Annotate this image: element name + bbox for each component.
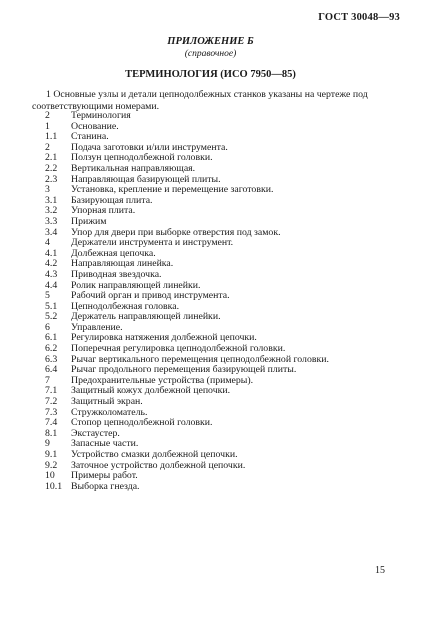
term-text: Приводная звездочка. — [71, 268, 162, 280]
term-number: 2 — [45, 141, 50, 153]
term-item — [45, 450, 405, 461]
term-number: 9.2 — [45, 459, 58, 471]
term-number: 6.4 — [45, 364, 58, 376]
term-item — [45, 270, 405, 281]
term-text: Направляющая базирующей плиты. — [71, 173, 221, 185]
term-text: Ролик направляющей линейки. — [71, 279, 201, 291]
term-number: 6.3 — [45, 353, 58, 365]
term-text: Станина. — [71, 131, 109, 143]
page-number: 15 — [375, 565, 385, 576]
term-number: 1.1 — [45, 131, 58, 143]
term-number: 2.3 — [45, 173, 58, 185]
term-number: 5 — [45, 290, 50, 302]
term-number: 2.2 — [45, 162, 58, 174]
term-text: Защитный кожух долбежной цепочки. — [71, 385, 231, 397]
term-item — [45, 111, 405, 122]
term-text: Предохранительные устройства (примеры). — [71, 374, 254, 386]
term-item — [45, 217, 405, 228]
term-text: Упор для двери при выборке отверстия под замок. — [71, 226, 281, 238]
term-text: Держатель направляющей линейки. — [71, 311, 221, 323]
term-number: 9.1 — [45, 449, 58, 460]
term-text: Цепнодолбежная головка. — [71, 300, 180, 312]
term-text: Регулировка натяжения долбежной цепочки. — [71, 332, 257, 344]
term-text: Упорная плита. — [71, 205, 136, 217]
term-number: 7.2 — [45, 396, 58, 408]
term-number: 3.4 — [45, 226, 58, 238]
term-number: 4.2 — [45, 258, 58, 270]
term-text: Прижим — [71, 215, 107, 227]
term-text: Держатели инструмента и инструмент. — [71, 237, 234, 249]
appendix-title: ПРИЛОЖЕНИЕ Б — [167, 36, 254, 47]
term-text: Рычаг продольного перемещения базирующей плиты. — [71, 364, 297, 376]
term-text: Запасные части. — [71, 438, 139, 450]
term-text: Вертикальная направляющая. — [71, 162, 196, 174]
term-number: 6.2 — [45, 343, 58, 355]
term-text: Стопор цепнодолбежной головки. — [71, 417, 213, 429]
term-text: Устройство смазки долбежной цепочки. — [71, 449, 238, 460]
term-number: 3.3 — [45, 215, 58, 227]
term-number: 3.2 — [45, 205, 58, 217]
term-text: Основание. — [71, 120, 119, 132]
intro-text: 1 Основные узлы и детали цепнодолбежных станков указаны на чертеже под соответствующими номерами. — [32, 89, 368, 112]
term-number: 2.1 — [45, 152, 58, 164]
term-text: Примеры работ. — [71, 470, 138, 482]
term-number: 7.4 — [45, 417, 58, 429]
term-number: 10 — [45, 470, 55, 482]
term-text: Выборка гнезда. — [71, 480, 140, 492]
term-number: 1 — [45, 120, 50, 132]
term-text: Направляющая линейка. — [71, 258, 174, 270]
term-number: 4.3 — [45, 268, 58, 280]
term-number: 4.4 — [45, 279, 58, 291]
term-text: Рычаг вертикального перемещения цепнодолбежной головки. — [71, 353, 329, 365]
term-text: Установка, крепление и перемещение заготовки. — [71, 184, 274, 196]
term-text: Защитный экран. — [71, 396, 143, 408]
intro-paragraph — [32, 89, 398, 112]
term-number: 7.3 — [45, 406, 58, 418]
term-number: 2 — [45, 110, 50, 121]
term-number: 5.2 — [45, 311, 58, 323]
section-title: ТЕРМИНОЛОГИЯ (ИСО 7950—85) — [125, 69, 296, 80]
term-text: Рабочий орган и привод инструмента. — [71, 290, 230, 302]
term-number: 7.1 — [45, 385, 58, 397]
term-number: 3.1 — [45, 194, 58, 206]
term-text: Терминология — [71, 110, 131, 121]
term-number: 4.1 — [45, 247, 58, 259]
term-number: 4 — [45, 237, 50, 249]
term-number: 7 — [45, 374, 50, 386]
term-item — [45, 482, 405, 493]
terms-list — [45, 111, 405, 492]
term-number: 6 — [45, 321, 50, 333]
term-number: 6.1 — [45, 332, 58, 344]
term-text: Стружколоматель. — [71, 406, 148, 418]
document-code: ГОСТ 30048—93 — [318, 12, 400, 23]
term-text: Подача заготовки и/или инструмента. — [71, 141, 228, 153]
term-text: Поперечная регулировка цепнодолбежной головки. — [71, 343, 286, 355]
term-text: Заточное устройство долбежной цепочки. — [71, 459, 246, 471]
term-text: Базирующая плита. — [71, 194, 153, 206]
term-text: Долбежная цепочка. — [71, 247, 156, 259]
appendix-note: (справочное) — [184, 49, 237, 59]
term-text: Управление. — [71, 321, 123, 333]
term-text: Ползун цепнодолбежной головки. — [71, 152, 213, 164]
term-number: 9 — [45, 438, 50, 450]
term-item — [45, 164, 405, 175]
term-number: 3 — [45, 184, 50, 196]
term-number: 10.1 — [45, 480, 63, 492]
term-number: 5.1 — [45, 300, 58, 312]
term-number: 8.1 — [45, 427, 58, 439]
term-text: Экстаустер. — [71, 427, 120, 439]
